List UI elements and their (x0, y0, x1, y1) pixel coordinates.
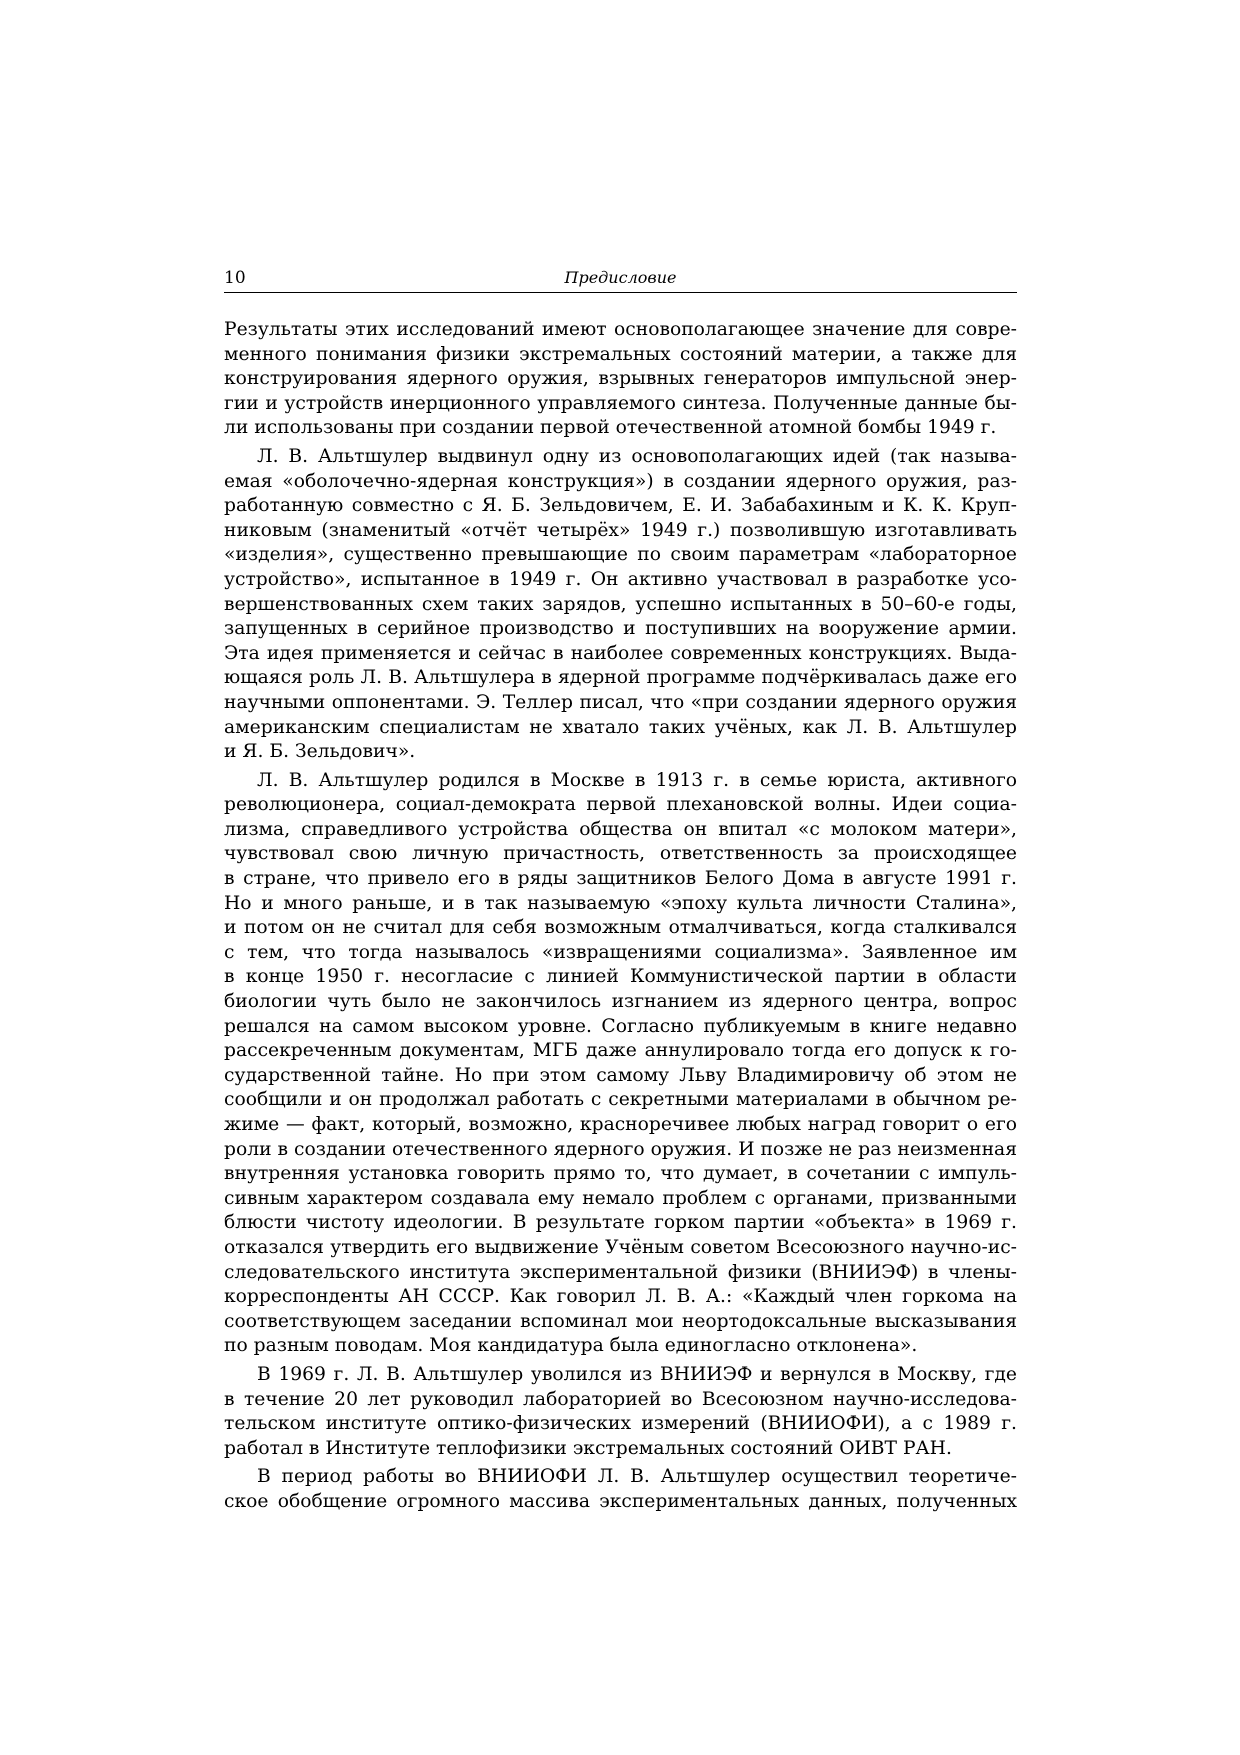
paragraph (224, 445, 1017, 765)
running-title: Предисловие (564, 268, 677, 287)
text-line: Л. В. Альтшулер выдвинул одну из основополагающих идей (так называ- (257, 445, 1017, 467)
text-line: отказался утвердить его выдвижение Учёным советом Всесоюзного научно-ис- (224, 1236, 1017, 1258)
text-line: революционера, социал-демократа первой плехановской волны. Идеи социа- (224, 794, 1017, 816)
text-line: сударственной тайне. Но при этом самому Льву Владимировичу об этом не (224, 1064, 1017, 1086)
text-line: работанную совместно с Я. Б. Зельдовичем, Е. И. Забабахиным и К. К. Круп- (224, 495, 1017, 517)
text-line: роли в создании отечественного ядерного оружия. И позже не раз неизменная (224, 1138, 1017, 1160)
text-line: корреспонденты АН СССР. Как говорил Л. В. А.: «Каждый член горкома на (224, 1286, 1017, 1308)
text-line: в стране, что привело его в ряды защитников Белого Дома в августе 1991 г. (224, 868, 1017, 890)
paragraph (224, 318, 1017, 441)
text-line: по разным поводам. Моя кандидатура была единогласно отклонена». (224, 1335, 918, 1357)
text-line: В 1969 г. Л. В. Альтшулер уволился из ВНИИЭФ и вернулся в Москву, где (257, 1363, 1017, 1385)
text-line: с тем, что тогда называлось «извращениями социализма». Заявленное им (224, 941, 1017, 963)
text-line: блюсти чистоту идеологии. В результате горком партии «объекта» в 1969 г. (224, 1212, 1017, 1234)
text-line: ское обобщение огромного массива экспериментальных данных, полученных (224, 1490, 1017, 1512)
text-line: менного понимания физики экстремальных состояний материи, а также для (224, 343, 1017, 365)
text-line: следовательского института экспериментальной физики (ВНИИЭФ) в члены- (224, 1261, 1017, 1283)
text-line: чувствовал свою личную причастность, ответственность за происходящее (224, 843, 1017, 865)
text-line: ли использованы при создании первой отечественной атомной бомбы 1949 г. (224, 417, 997, 439)
text-line: Результаты этих исследований имеют основополагающее значение для совре- (224, 319, 1017, 340)
text-line: лизма, справедливого устройства общества он впитал «с молоком матери», (224, 818, 1017, 840)
text-line: тельском институте оптико-физических измерений (ВНИИОФИ), а с 1989 г. (224, 1413, 1017, 1435)
text-line: В период работы во ВНИИОФИ Л. В. Альтшулер осуществил теоретиче- (257, 1466, 1017, 1488)
text-line: научными оппонентами. Э. Теллер писал, что «при создании ядерного оружия (224, 691, 1017, 713)
text-line: биологии чуть было не закончилось изгнанием из ядерного центра, вопрос (224, 991, 1017, 1013)
text-line: вершенствованных схем таких зарядов, успешно испытанных в 50–60-е годы, (224, 593, 1017, 615)
text-line: в течение 20 лет руководил лабораторией во Всесоюзном научно-исследова- (224, 1388, 1017, 1410)
text-line: внутренняя установка говорить прямо то, что думает, в сочетании с импуль- (224, 1163, 1017, 1185)
text-line: устройство», испытанное в 1949 г. Он активно участвовал в разработке усо- (224, 568, 1017, 590)
text-line: емая «оболочечно-ядерная конструкция») в создании ядерного оружия, раз- (224, 470, 1017, 492)
paragraph (224, 1363, 1017, 1461)
text-line: гии и устройств инерционного управляемого синтеза. Полученные данные бы- (224, 392, 1017, 414)
text-line: жиме — факт, который, возможно, красноречивее любых наград говорит о его (224, 1114, 1017, 1135)
text-line: решался на самом высоком уровне. Согласно публикуемым в книге недавно (224, 1015, 1017, 1037)
running-head (224, 268, 1017, 293)
text-line: конструирования ядерного оружия, взрывных генераторов импульсной энер- (224, 368, 1017, 390)
text-line: и Я. Б. Зельдович». (224, 741, 416, 763)
text-line: сообщили и он продолжал работать с секретными материалами в обычном ре- (224, 1089, 1017, 1111)
text-line: никовым (знаменитый «отчёт четырёх» 1949 г.) позволившую изготавливать (224, 519, 1017, 541)
text-line: и потом он не считал для себя возможным отмалчиваться, когда сталкивался (224, 917, 1017, 939)
text-line: американским специалистам не хватало таких учёных, как Л. В. Альтшулер (224, 716, 1017, 738)
text-line: Л. В. Альтшулер родился в Москве в 1913 г. в семье юриста, активного (257, 769, 1017, 791)
text-line: в конце 1950 г. несогласие с линией Коммунистической партии в области (224, 966, 1017, 988)
text-line: Но и много раньше, и в так называемую «эпоху культа личности Сталина», (224, 892, 1017, 914)
text-line: работал в Институте теплофизики экстремальных состояний ОИВТ РАН. (224, 1437, 952, 1459)
paragraph (224, 1465, 1017, 1514)
text-line: соответствующем заседании вспоминал мои неортодоксальные высказывания (224, 1310, 1017, 1332)
text-line: «изделия», существенно превышающие по своим параметрам «лабораторное (224, 544, 1017, 566)
text-line: рассекреченным документам, МГБ даже аннулировало тогда его допуск к го- (224, 1040, 1017, 1062)
text-line: запущенных в серийное производство и поступивших на вооружение армии. (224, 618, 1017, 640)
page-number: 10 (224, 268, 246, 288)
text-line: ющаяся роль Л. В. Альтшулера в ядерной программе подчёркивалась даже его (224, 667, 1017, 689)
text-line: Эта идея применяется и сейчас в наиболее современных конструкциях. Выда- (224, 642, 1017, 664)
body-text (224, 318, 1017, 1519)
text-line: сивным характером создавала ему немало проблем с органами, призванными (224, 1187, 1017, 1209)
paragraph (224, 769, 1017, 1359)
